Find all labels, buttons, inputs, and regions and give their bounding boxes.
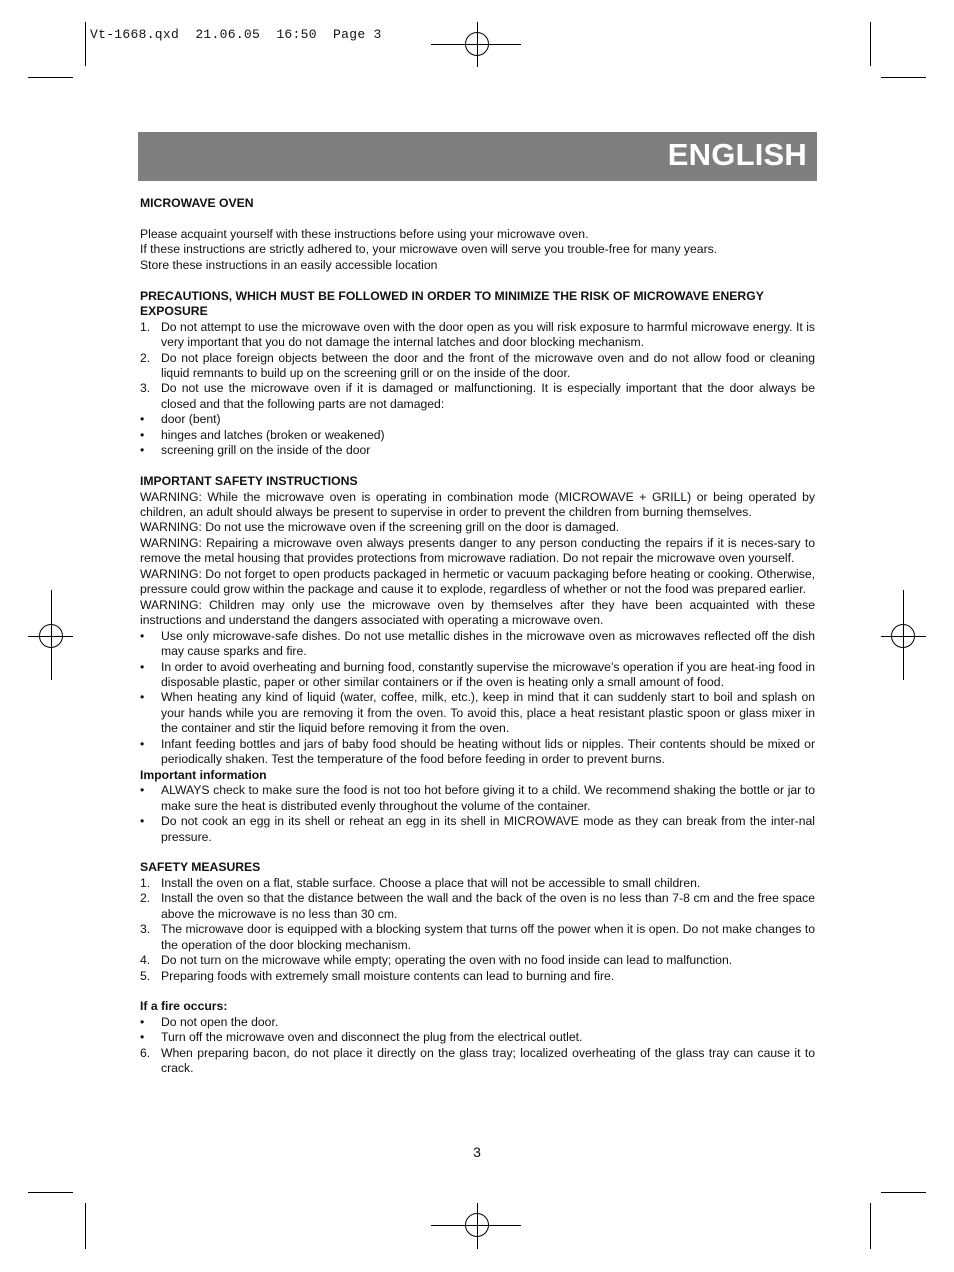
bullet-item <box>140 443 815 458</box>
paragraph: WARNING: Repairing a microwave oven always presents danger to any person conducting the repairs if it is neces-sary to remove the metal housing that provides protections from microwave radiation. Do not repair the microwave oven yourself. <box>140 535 815 566</box>
bullet-item <box>140 412 815 427</box>
item-text: The microwave door is equipped with a blocking system that turns off the power when it is open. Do not make changes to the operation of the door blocking mechanism. <box>161 922 815 952</box>
paragraph: WARNING: Do not use the microwave oven if the screening grill on the door is damaged. <box>140 520 620 535</box>
item-text: Do not place foreign objects between the door and the front of the microwave oven and do not allow food or cleaning liquid remnants to build up on the screening grill or on the inside of the door. <box>161 350 815 380</box>
item-number: 5. <box>140 968 151 983</box>
bullet-item <box>140 783 815 814</box>
spacer <box>140 459 815 474</box>
section-heading: PRECAUTIONS, WHICH MUST BE FOLLOWED IN ORDER TO MINIMIZE THE RISK OF MICROWAVE ENERGY EXPOSURE <box>140 288 764 319</box>
item-number: 6. <box>140 1045 151 1060</box>
item-text: Infant feeding bottles and jars of baby food should be heating without lids or nipples. Their contents should be mixed or periodically shaken. Test the temperature of the food before feeding in order to prevent burns. <box>161 736 815 767</box>
section <box>140 860 815 999</box>
item-text: When heating any kind of liquid (water, coffee, milk, etc.), keep in mind that it can suddenly start to boil and splash on your hands while you are removing it from the oven. To avoid this, place a heat resistant plastic spoon or glass mixer in the container and stir the liquid before removing it from the oven. <box>161 690 815 736</box>
bullet-item <box>140 660 815 691</box>
paragraph: If these instructions are strictly adhered to, your microwave oven will serve you trouble-free for many years. <box>140 242 718 257</box>
bullet-item <box>140 1015 815 1030</box>
page-number: 3 <box>473 1144 481 1160</box>
item-text: door (bent) <box>161 412 221 427</box>
item-text: Install the oven on a flat, stable surface. Choose a place that will not be accessible to small children. <box>161 875 701 890</box>
item-text: Preparing foods with extremely small moisture contents can lead to burning and fire. <box>161 968 615 983</box>
banner-title: ENGLISH <box>667 137 807 172</box>
bullet-item <box>140 814 815 845</box>
paragraph: Store these instructions in an easily accessible location <box>140 257 438 272</box>
numbered-item <box>140 953 815 968</box>
item-number: 1. <box>140 319 151 334</box>
bullet-item <box>140 428 815 443</box>
bullet-marker: • <box>140 1014 145 1029</box>
numbered-item <box>140 922 815 953</box>
bullet-marker: • <box>140 783 145 798</box>
item-number: 1. <box>140 875 151 890</box>
bullet-marker: • <box>140 690 145 705</box>
item-text: Do not attempt to use the microwave oven with the door open as you will risk exposure to harmful microwave energy. It is very important that you do not damage the internal latches and door blocking mechanism. <box>161 319 815 350</box>
bullet-marker: • <box>140 659 145 674</box>
numbered-item <box>140 891 815 922</box>
item-text: Turn off the microwave oven and disconnect the plug from the electrical outlet. <box>161 1030 583 1045</box>
spacer <box>140 211 815 226</box>
bullet-marker: • <box>140 412 145 427</box>
paragraph: WARNING: Do not forget to open products packaged in hermetic or vacuum packaging before heating or cooking. Otherwise, pressure could grow within the package and cause it to explode, regardless of whether or not the food was prepared earlier. <box>140 566 815 597</box>
section <box>140 999 815 1076</box>
spacer <box>140 273 815 288</box>
bullet-item <box>140 690 815 736</box>
spacer <box>140 845 815 860</box>
numbered-item <box>140 1046 815 1077</box>
item-text: Do not turn on the microwave while empty; operating the oven with no food inside can lead to malfunction. <box>161 953 733 968</box>
paragraph: WARNING: Children may only use the microwave oven by themselves after they have been acquainted with these instructions and understand the dangers associated with operating a microwave oven. <box>140 597 815 628</box>
bullet-marker: • <box>140 1030 145 1045</box>
item-text: screening grill on the inside of the door <box>161 443 371 458</box>
spacer <box>140 984 815 999</box>
item-number: 2. <box>140 350 151 365</box>
item-number: 4. <box>140 953 151 968</box>
bullet-item <box>140 1030 815 1045</box>
item-text: Do not open the door. <box>161 1014 279 1029</box>
item-number: 2. <box>140 891 151 906</box>
section <box>140 196 815 289</box>
language-banner <box>138 132 817 181</box>
bullet-marker: • <box>140 443 145 458</box>
item-text: Do not use the microwave oven if it is damaged or malfunctioning. It is especially important that the door always be closed and that the following parts are not damaged: <box>161 381 815 411</box>
section-heading: SAFETY MEASURES <box>140 860 261 875</box>
bullet-item <box>140 737 815 768</box>
section-heading: If a fire occurs: <box>140 999 228 1014</box>
item-text: In order to avoid overheating and burning food, constantly supervise the microwave’s operation if you are heat-ing food in disposable plastic, paper or other similar containers or if the oven is heating only a small amount of food. <box>161 659 815 689</box>
numbered-item <box>140 969 815 984</box>
item-number: 3. <box>140 922 151 937</box>
bullet-marker: • <box>140 628 145 643</box>
bullet-marker: • <box>140 736 145 751</box>
numbered-item <box>140 320 815 351</box>
paragraph: WARNING: While the microwave oven is operating in combination mode (MICROWAVE + GRILL) or being operated by children, an adult should always be present to supervise in order to prevent the children from burning themselves. <box>140 489 815 520</box>
item-text: When preparing bacon, do not place it directly on the glass tray; localized overheating of the glass tray can cause it to crack. <box>161 1045 815 1076</box>
document-body <box>140 196 815 1077</box>
slug-line: Vt-1668.qxd 21.06.05 16:50 Page 3 <box>90 27 382 42</box>
bullet-marker: • <box>140 427 145 442</box>
item-text: Do not cook an egg in its shell or reheat an egg in its shell in MICROWAVE mode as they can break from the inter-nal pressure. <box>161 814 815 844</box>
section <box>140 474 815 860</box>
subheading: Important information <box>140 767 267 782</box>
item-text: Use only microwave-safe dishes. Do not use metallic dishes in the microwave oven as microwaves reflected off the dish may cause sparks and fire. <box>161 628 815 659</box>
item-text: hinges and latches (broken or weakened) <box>161 427 385 442</box>
item-text: ALWAYS check to make sure the food is not too hot before giving it to a child. We recommend shaking the bottle or jar to make sure the heat is distributed evenly throughout the volume of the container. <box>161 783 815 813</box>
bullet-marker: • <box>140 814 145 829</box>
numbered-item <box>140 876 815 891</box>
section <box>140 289 815 474</box>
section-heading: MICROWAVE OVEN <box>140 196 254 210</box>
numbered-item <box>140 351 815 382</box>
numbered-item <box>140 381 815 412</box>
paragraph: Please acquaint yourself with these instructions before using your microwave oven. <box>140 226 589 241</box>
bullet-item <box>140 629 815 660</box>
section-heading: IMPORTANT SAFETY INSTRUCTIONS <box>140 474 358 489</box>
item-text: Install the oven so that the distance between the wall and the back of the oven is no less than 7-8 cm and the free space above the microwave is no less than 30 cm. <box>161 891 815 921</box>
item-number: 3. <box>140 381 151 396</box>
